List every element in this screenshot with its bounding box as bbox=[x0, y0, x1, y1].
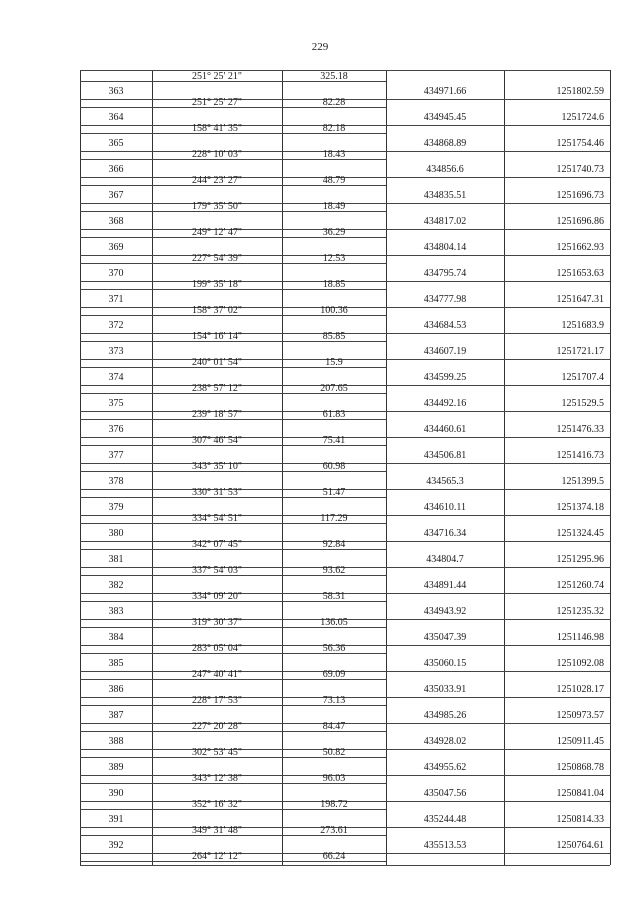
distance-cell: 12.53 bbox=[322, 253, 346, 264]
x-coordinate-cell: 434610.11 bbox=[423, 502, 467, 513]
point-number-cell: 379 bbox=[108, 502, 124, 513]
y-coordinate-cell: 1250868.78 bbox=[556, 762, 604, 773]
page-number: 229 bbox=[311, 41, 329, 53]
point-number-cell: 376 bbox=[108, 424, 124, 435]
x-coordinate-cell: 434795.74 bbox=[423, 268, 467, 279]
x-coordinate-cell: 434506.81 bbox=[423, 450, 467, 461]
column-divider bbox=[610, 70, 611, 865]
point-number-cell: 392 bbox=[108, 840, 124, 851]
point-number-cell: 381 bbox=[108, 554, 124, 565]
point-number-cell: 370 bbox=[108, 268, 124, 279]
angle-cell: 330° 31' 53" bbox=[192, 487, 242, 498]
y-coordinate-cell: 1251696.86 bbox=[556, 216, 604, 227]
point-number-cell: 384 bbox=[108, 632, 124, 643]
y-coordinate-cell: 1250911.45 bbox=[556, 736, 604, 747]
x-coordinate-cell: 434607.19 bbox=[423, 346, 467, 357]
angle-cell: 342° 07' 45" bbox=[192, 539, 242, 550]
x-coordinate-cell: 434565.3 bbox=[426, 476, 464, 487]
angle-cell: 154° 16' 14" bbox=[192, 331, 242, 342]
x-coordinate-cell: 434955.62 bbox=[423, 762, 467, 773]
y-coordinate-cell: 1251295.96 bbox=[556, 554, 604, 565]
angle-cell: 307° 46' 54" bbox=[192, 435, 242, 446]
distance-cell: 61.83 bbox=[322, 409, 346, 420]
angle-cell: 158° 41' 35" bbox=[192, 123, 242, 134]
angle-cell: 199° 35' 18" bbox=[192, 279, 242, 290]
distance-cell: 198.72 bbox=[320, 799, 348, 810]
angle-cell: 349° 31' 48" bbox=[192, 825, 242, 836]
angle-cell: 251° 25' 21" bbox=[192, 71, 242, 82]
distance-cell: 82.18 bbox=[322, 123, 346, 134]
point-number-cell: 371 bbox=[108, 294, 124, 305]
y-coordinate-cell: 1251529.5 bbox=[561, 398, 604, 409]
x-coordinate-cell: 434460.61 bbox=[423, 424, 467, 435]
angle-cell: 249° 12' 47" bbox=[192, 227, 242, 238]
x-coordinate-cell: 435047.39 bbox=[423, 632, 467, 643]
angle-cell: 158° 37' 02" bbox=[192, 305, 242, 316]
distance-cell: 82.28 bbox=[322, 97, 346, 108]
distance-cell: 85.85 bbox=[322, 331, 346, 342]
x-coordinate-cell: 434928.02 bbox=[423, 736, 467, 747]
x-coordinate-cell: 434777.98 bbox=[423, 294, 467, 305]
distance-cell: 273.61 bbox=[320, 825, 348, 836]
x-coordinate-cell: 434716.34 bbox=[423, 528, 467, 539]
x-coordinate-cell: 435033.91 bbox=[423, 684, 467, 695]
coordinate-table bbox=[80, 70, 610, 865]
y-coordinate-cell: 1251662.93 bbox=[556, 242, 604, 253]
angle-cell: 251° 25' 27" bbox=[192, 97, 242, 108]
point-number-cell: 365 bbox=[108, 138, 124, 149]
x-coordinate-cell: 434856.6 bbox=[426, 164, 464, 175]
point-number-cell: 363 bbox=[108, 86, 124, 97]
angle-cell: 239° 18' 57" bbox=[192, 409, 242, 420]
x-coordinate-cell: 435060.15 bbox=[423, 658, 467, 669]
distance-cell: 92.84 bbox=[322, 539, 346, 550]
distance-cell: 36.29 bbox=[322, 227, 346, 238]
distance-cell: 93.62 bbox=[322, 565, 346, 576]
distance-cell: 15.9 bbox=[325, 357, 343, 368]
x-coordinate-cell: 434835.51 bbox=[423, 190, 467, 201]
distance-cell: 136.05 bbox=[320, 617, 348, 628]
y-coordinate-cell: 1251476.33 bbox=[556, 424, 604, 435]
x-coordinate-cell: 434684.53 bbox=[423, 320, 467, 331]
x-coordinate-cell: 434804.14 bbox=[423, 242, 467, 253]
distance-cell: 69.09 bbox=[322, 669, 346, 680]
x-coordinate-cell: 435047.56 bbox=[423, 788, 467, 799]
x-coordinate-cell: 435513.53 bbox=[423, 840, 467, 851]
y-coordinate-cell: 1251683.9 bbox=[561, 320, 604, 331]
y-coordinate-cell: 1251146.98 bbox=[556, 632, 604, 643]
angle-cell: 319° 30' 37" bbox=[192, 617, 242, 628]
angle-cell: 302° 53' 45" bbox=[192, 747, 242, 758]
angle-cell: 264° 12' 12" bbox=[192, 851, 242, 862]
y-coordinate-cell: 1251324.45 bbox=[556, 528, 604, 539]
distance-cell: 51.47 bbox=[322, 487, 346, 498]
distance-cell: 60.98 bbox=[322, 461, 346, 472]
angle-cell: 227° 54' 39" bbox=[192, 253, 242, 264]
point-number-cell: 367 bbox=[108, 190, 124, 201]
y-coordinate-cell: 1250764.61 bbox=[556, 840, 604, 851]
angle-cell: 343° 35' 10" bbox=[192, 461, 242, 472]
point-number-cell: 390 bbox=[108, 788, 124, 799]
angle-cell: 244° 23' 27" bbox=[192, 175, 242, 186]
x-coordinate-cell: 434817.02 bbox=[423, 216, 467, 227]
distance-cell: 75.41 bbox=[322, 435, 346, 446]
distance-cell: 66.24 bbox=[322, 851, 346, 862]
y-coordinate-cell: 1251802.59 bbox=[556, 86, 604, 97]
distance-cell: 84.47 bbox=[322, 721, 346, 732]
x-coordinate-cell: 434985.26 bbox=[423, 710, 467, 721]
y-coordinate-cell: 1251707.4 bbox=[561, 372, 604, 383]
y-coordinate-cell: 1251028.17 bbox=[556, 684, 604, 695]
x-coordinate-cell: 434804.7 bbox=[426, 554, 464, 565]
x-coordinate-cell: 435244.48 bbox=[423, 814, 467, 825]
angle-cell: 179° 35' 50" bbox=[192, 201, 242, 212]
point-number-cell: 378 bbox=[108, 476, 124, 487]
angle-cell: 240° 01' 54" bbox=[192, 357, 242, 368]
point-number-cell: 382 bbox=[108, 580, 124, 591]
y-coordinate-cell: 1251740.73 bbox=[556, 164, 604, 175]
point-number-cell: 374 bbox=[108, 372, 124, 383]
angle-cell: 343° 12' 38" bbox=[192, 773, 242, 784]
y-coordinate-cell: 1251416.73 bbox=[556, 450, 604, 461]
point-number-cell: 373 bbox=[108, 346, 124, 357]
table-bottom-border bbox=[80, 865, 610, 866]
angle-cell: 227° 20' 28" bbox=[192, 721, 242, 732]
y-coordinate-cell: 1251647.31 bbox=[556, 294, 604, 305]
x-coordinate-cell: 434943.92 bbox=[423, 606, 467, 617]
distance-cell: 58.31 bbox=[322, 591, 346, 602]
point-number-cell: 366 bbox=[108, 164, 124, 175]
y-coordinate-cell: 1251724.6 bbox=[561, 112, 604, 123]
point-number-cell: 389 bbox=[108, 762, 124, 773]
y-coordinate-cell: 1251653.63 bbox=[556, 268, 604, 279]
distance-cell: 18.49 bbox=[322, 201, 346, 212]
distance-cell: 18.85 bbox=[322, 279, 346, 290]
point-number-cell: 388 bbox=[108, 736, 124, 747]
point-number-cell: 386 bbox=[108, 684, 124, 695]
angle-cell: 334° 54' 51" bbox=[192, 513, 242, 524]
y-coordinate-cell: 1250973.57 bbox=[556, 710, 604, 721]
y-coordinate-cell: 1250841.04 bbox=[556, 788, 604, 799]
y-coordinate-cell: 1251374.18 bbox=[556, 502, 604, 513]
x-coordinate-cell: 434891.44 bbox=[423, 580, 467, 591]
point-number-cell: 385 bbox=[108, 658, 124, 669]
angle-cell: 337° 54' 03" bbox=[192, 565, 242, 576]
point-number-cell: 364 bbox=[108, 112, 124, 123]
angle-cell: 247° 40' 41" bbox=[192, 669, 242, 680]
x-coordinate-cell: 434868.89 bbox=[423, 138, 467, 149]
distance-cell: 207.65 bbox=[320, 383, 348, 394]
distance-cell: 96.03 bbox=[322, 773, 346, 784]
distance-cell: 73.13 bbox=[322, 695, 346, 706]
x-coordinate-cell: 434971.66 bbox=[423, 86, 467, 97]
y-coordinate-cell: 1250814.33 bbox=[556, 814, 604, 825]
x-coordinate-cell: 434492.16 bbox=[423, 398, 467, 409]
angle-cell: 283° 05' 04" bbox=[192, 643, 242, 654]
point-number-cell: 387 bbox=[108, 710, 124, 721]
distance-cell: 117.29 bbox=[320, 513, 348, 524]
distance-cell: 100.36 bbox=[320, 305, 348, 316]
point-number-cell: 391 bbox=[108, 814, 124, 825]
y-coordinate-cell: 1251754.46 bbox=[556, 138, 604, 149]
angle-cell: 352° 16' 32" bbox=[192, 799, 242, 810]
y-coordinate-cell: 1251260.74 bbox=[556, 580, 604, 591]
point-number-cell: 368 bbox=[108, 216, 124, 227]
point-number-cell: 372 bbox=[108, 320, 124, 331]
x-coordinate-cell: 434599.25 bbox=[423, 372, 467, 383]
angle-cell: 228° 10' 03" bbox=[192, 149, 242, 160]
y-coordinate-cell: 1251092.08 bbox=[556, 658, 604, 669]
point-number-cell: 375 bbox=[108, 398, 124, 409]
distance-cell: 325.18 bbox=[320, 71, 348, 82]
angle-cell: 334° 09' 20" bbox=[192, 591, 242, 602]
y-coordinate-cell: 1251399.5 bbox=[561, 476, 604, 487]
angle-cell: 228° 17' 53" bbox=[192, 695, 242, 706]
point-number-cell: 369 bbox=[108, 242, 124, 253]
distance-cell: 56.36 bbox=[322, 643, 346, 654]
distance-cell: 48.79 bbox=[322, 175, 346, 186]
distance-cell: 18.43 bbox=[322, 149, 346, 160]
x-coordinate-cell: 434945.45 bbox=[423, 112, 467, 123]
angle-cell: 238° 57' 12" bbox=[192, 383, 242, 394]
point-number-cell: 377 bbox=[108, 450, 124, 461]
y-coordinate-cell: 1251721.17 bbox=[556, 346, 604, 357]
y-coordinate-cell: 1251235.32 bbox=[556, 606, 604, 617]
point-number-cell: 380 bbox=[108, 528, 124, 539]
y-coordinate-cell: 1251696.73 bbox=[556, 190, 604, 201]
distance-cell: 50.82 bbox=[322, 747, 346, 758]
point-number-cell: 383 bbox=[108, 606, 124, 617]
